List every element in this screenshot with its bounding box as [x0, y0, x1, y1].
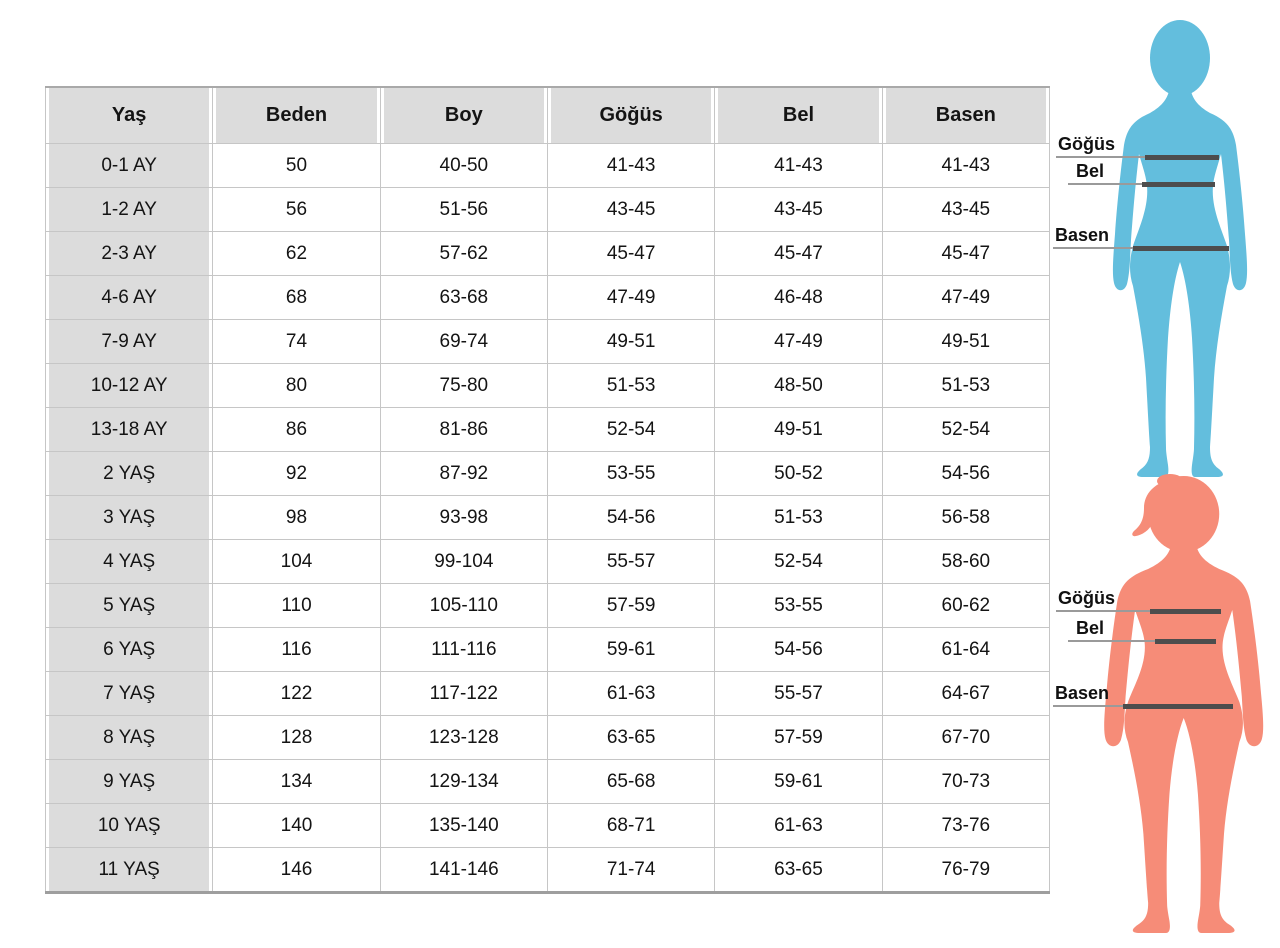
table-cell: 61-63 [547, 672, 714, 716]
row-label: 4-6 AY [46, 276, 213, 320]
table-cell: 53-55 [547, 452, 714, 496]
table-cell: 68 [213, 276, 380, 320]
row-label: 11 YAŞ [46, 848, 213, 893]
table-cell: 45-47 [715, 232, 882, 276]
table-cell: 57-59 [715, 716, 882, 760]
measure-label-hips: Basen [1055, 683, 1110, 703]
table-cell: 140 [213, 804, 380, 848]
table-cell: 68-71 [547, 804, 714, 848]
measure-line-waist [1068, 182, 1215, 187]
table-cell: 50 [213, 144, 380, 188]
measure-label-waist: Bel [1076, 161, 1105, 181]
table-row [46, 408, 1050, 452]
measure-waist-child [1068, 618, 1216, 644]
table-row [46, 804, 1050, 848]
measure-line-chest [1056, 155, 1219, 160]
table-cell: 51-56 [380, 188, 547, 232]
table-cell: 43-45 [547, 188, 714, 232]
table-cell: 76-79 [882, 848, 1049, 893]
table-cell: 45-47 [547, 232, 714, 276]
size-table [45, 86, 1050, 894]
table-cell: 57-59 [547, 584, 714, 628]
table-cell: 74 [213, 320, 380, 364]
measure-line-hips [1053, 704, 1233, 709]
table-cell: 51-53 [882, 364, 1049, 408]
column-header-hips: Basen [882, 87, 1049, 144]
row-label: 5 YAŞ [46, 584, 213, 628]
table-cell: 61-63 [715, 804, 882, 848]
measure-hips-adult [1053, 225, 1229, 251]
table-cell: 58-60 [882, 540, 1049, 584]
table-cell: 55-57 [547, 540, 714, 584]
table-cell: 56-58 [882, 496, 1049, 540]
table-cell: 50-52 [715, 452, 882, 496]
table-cell: 54-56 [715, 628, 882, 672]
table-cell: 47-49 [715, 320, 882, 364]
row-label: 10 YAŞ [46, 804, 213, 848]
table-row [46, 628, 1050, 672]
measure-line-waist [1068, 639, 1216, 644]
table-cell: 110 [213, 584, 380, 628]
row-label: 9 YAŞ [46, 760, 213, 804]
table-cell: 104 [213, 540, 380, 584]
table-cell: 52-54 [547, 408, 714, 452]
measure-chest-child [1056, 588, 1221, 614]
table-cell: 71-74 [547, 848, 714, 893]
row-label: 6 YAŞ [46, 628, 213, 672]
header-row [46, 87, 1050, 144]
table-cell: 92 [213, 452, 380, 496]
table-cell: 69-74 [380, 320, 547, 364]
table-cell: 46-48 [715, 276, 882, 320]
table-cell: 59-61 [715, 760, 882, 804]
table-cell: 81-86 [380, 408, 547, 452]
column-header-chest: Göğüs [547, 87, 714, 144]
table-cell: 63-65 [547, 716, 714, 760]
table-row [46, 232, 1050, 276]
table-cell: 56 [213, 188, 380, 232]
table-cell: 87-92 [380, 452, 547, 496]
table-cell: 116 [213, 628, 380, 672]
table-cell: 63-65 [715, 848, 882, 893]
row-label: 10-12 AY [46, 364, 213, 408]
table-row [46, 320, 1050, 364]
table-cell: 52-54 [715, 540, 882, 584]
table-cell: 65-68 [547, 760, 714, 804]
table-cell: 45-47 [882, 232, 1049, 276]
column-header-size: Beden [213, 87, 380, 144]
table-cell: 105-110 [380, 584, 547, 628]
table-cell: 129-134 [380, 760, 547, 804]
table-row [46, 188, 1050, 232]
row-label: 7 YAŞ [46, 672, 213, 716]
table-cell: 80 [213, 364, 380, 408]
table-cell: 51-53 [547, 364, 714, 408]
table-cell: 62 [213, 232, 380, 276]
table-cell: 61-64 [882, 628, 1049, 672]
table-row [46, 540, 1050, 584]
table-row [46, 760, 1050, 804]
row-label: 7-9 AY [46, 320, 213, 364]
table-row [46, 144, 1050, 188]
table-cell: 49-51 [882, 320, 1049, 364]
table-cell: 93-98 [380, 496, 547, 540]
table-cell: 64-67 [882, 672, 1049, 716]
table-row [46, 672, 1050, 716]
column-header-age: Yaş [46, 87, 213, 144]
table-cell: 70-73 [882, 760, 1049, 804]
table-cell: 73-76 [882, 804, 1049, 848]
table-cell: 60-62 [882, 584, 1049, 628]
table-cell: 40-50 [380, 144, 547, 188]
table-cell: 86 [213, 408, 380, 452]
table-row [46, 716, 1050, 760]
table-cell: 52-54 [882, 408, 1049, 452]
table-cell: 99-104 [380, 540, 547, 584]
measure-line-chest [1056, 609, 1221, 614]
row-label: 2 YAŞ [46, 452, 213, 496]
table-cell: 49-51 [715, 408, 882, 452]
table-cell: 146 [213, 848, 380, 893]
table-cell: 59-61 [547, 628, 714, 672]
row-label: 1-2 AY [46, 188, 213, 232]
measure-label-chest: Göğüs [1058, 588, 1115, 608]
table-row [46, 496, 1050, 540]
table-cell: 75-80 [380, 364, 547, 408]
table-row [46, 364, 1050, 408]
row-label: 2-3 AY [46, 232, 213, 276]
table-cell: 49-51 [547, 320, 714, 364]
size-table-body [46, 144, 1050, 893]
table-cell: 53-55 [715, 584, 882, 628]
table-cell: 43-45 [882, 188, 1049, 232]
table-cell: 63-68 [380, 276, 547, 320]
table-row [46, 276, 1050, 320]
measure-chest-adult [1056, 134, 1219, 160]
row-label: 13-18 AY [46, 408, 213, 452]
table-cell: 134 [213, 760, 380, 804]
size-table-header [46, 87, 1050, 144]
table-cell: 98 [213, 496, 380, 540]
row-label: 4 YAŞ [46, 540, 213, 584]
table-cell: 57-62 [380, 232, 547, 276]
row-label: 8 YAŞ [46, 716, 213, 760]
table-cell: 41-43 [715, 144, 882, 188]
table-cell: 41-43 [547, 144, 714, 188]
table-cell: 54-56 [547, 496, 714, 540]
table-cell: 43-45 [715, 188, 882, 232]
measure-label-chest: Göğüs [1058, 134, 1115, 154]
table-row [46, 584, 1050, 628]
table-cell: 48-50 [715, 364, 882, 408]
table-cell: 41-43 [882, 144, 1049, 188]
table-cell: 47-49 [547, 276, 714, 320]
measure-hips-child [1053, 683, 1233, 709]
table-cell: 55-57 [715, 672, 882, 716]
table-row [46, 848, 1050, 893]
row-label: 0-1 AY [46, 144, 213, 188]
table-cell: 128 [213, 716, 380, 760]
table-cell: 135-140 [380, 804, 547, 848]
table-cell: 122 [213, 672, 380, 716]
table-cell: 111-116 [380, 628, 547, 672]
table-row [46, 452, 1050, 496]
measure-waist-adult [1068, 161, 1215, 187]
table-cell: 47-49 [882, 276, 1049, 320]
table-cell: 141-146 [380, 848, 547, 893]
column-header-waist: Bel [715, 87, 882, 144]
table-cell: 117-122 [380, 672, 547, 716]
table-cell: 67-70 [882, 716, 1049, 760]
measure-line-hips [1053, 246, 1229, 251]
table-cell: 54-56 [882, 452, 1049, 496]
row-label: 3 YAŞ [46, 496, 213, 540]
measure-label-hips: Basen [1055, 225, 1110, 245]
table-cell: 51-53 [715, 496, 882, 540]
column-header-height: Boy [380, 87, 547, 144]
table-cell: 123-128 [380, 716, 547, 760]
measure-label-waist: Bel [1076, 618, 1105, 638]
